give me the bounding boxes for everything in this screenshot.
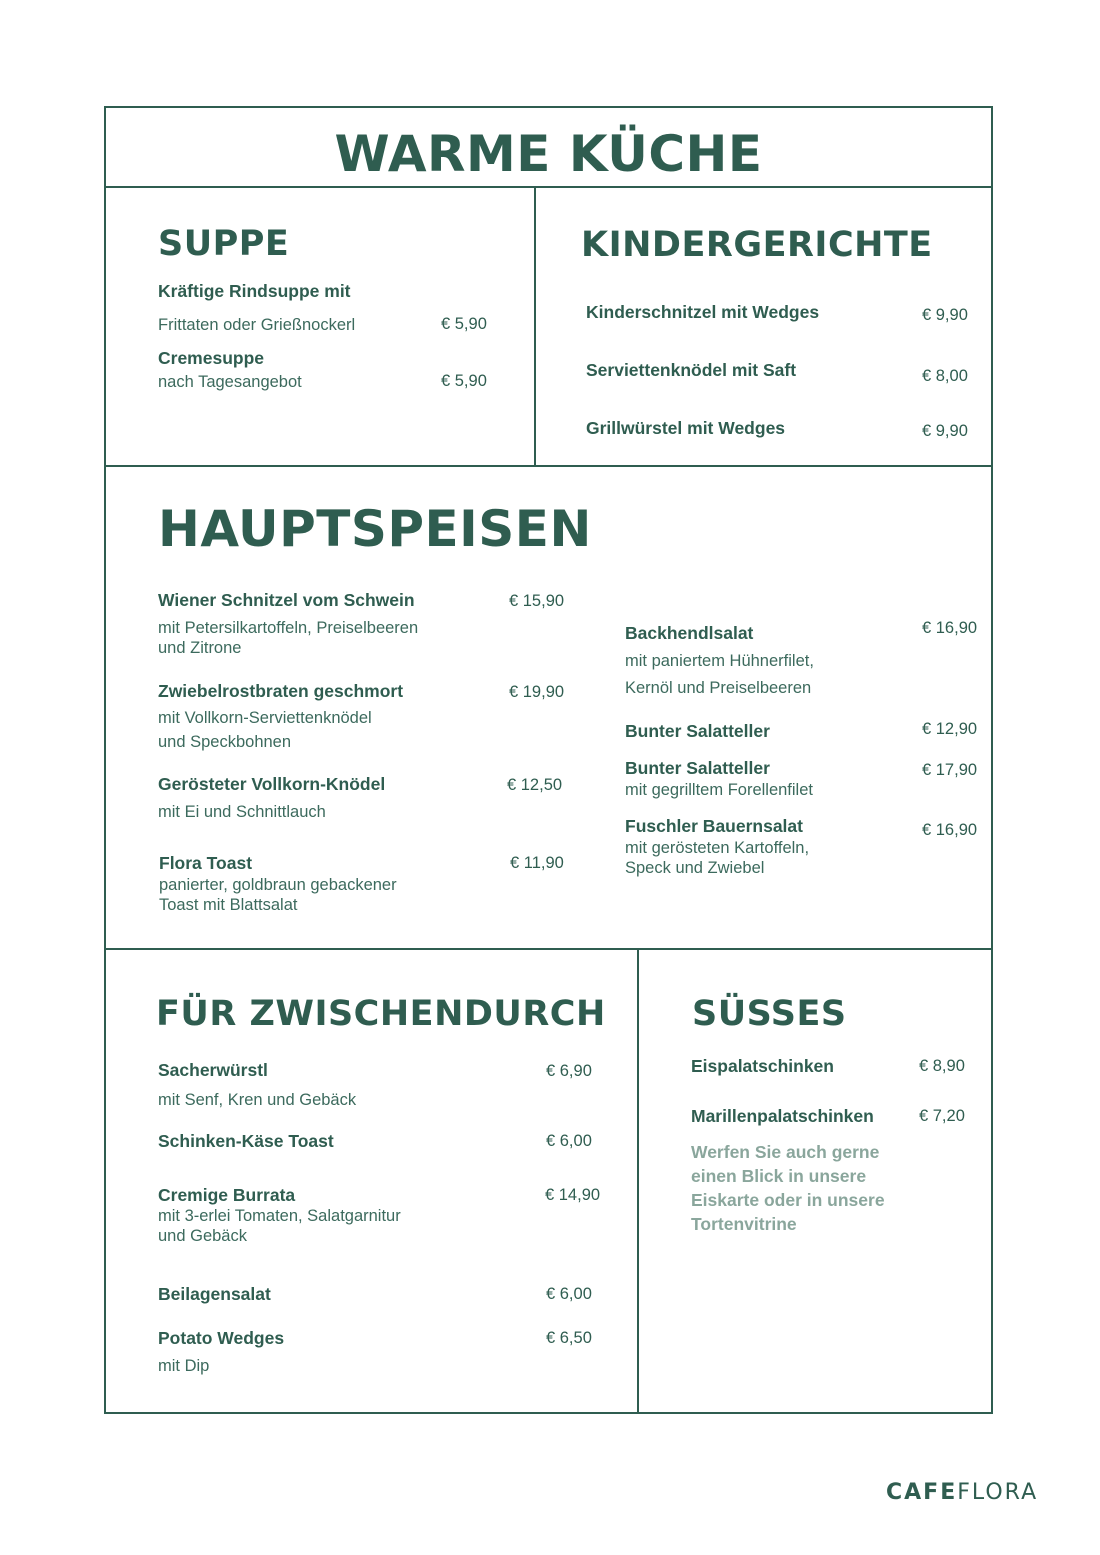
section-title-suppe: SUPPE <box>158 224 290 264</box>
menu-item-name: Potato Wedges <box>158 1328 285 1348</box>
menu-item-desc: und Gebäck <box>158 1227 247 1245</box>
menu-item-desc: Frittaten oder Grießnockerl <box>158 316 356 334</box>
menu-item-price: € 17,90 <box>922 761 978 779</box>
divider-title <box>104 186 993 188</box>
menu-item-desc: mit paniertem Hühnerfilet, <box>625 652 814 670</box>
menu-item-name: Schinken-Käse Toast <box>158 1131 334 1151</box>
menu-item-price: € 5,90 <box>441 372 487 390</box>
menu-item-price: € 8,90 <box>919 1057 965 1075</box>
menu-item-name: Flora Toast <box>159 853 253 873</box>
menu-item-name: Serviettenknödel mit Saft <box>586 360 797 380</box>
menu-item-name: Gerösteter Vollkorn-Knödel <box>158 774 386 794</box>
menu-item-price: € 5,90 <box>441 315 487 333</box>
menu-item-price: € 6,00 <box>546 1285 592 1303</box>
menu-item-desc: und Zitrone <box>158 639 242 657</box>
menu-item-desc: mit gegrilltem Forellenfilet <box>625 781 813 799</box>
menu-item-desc: panierter, goldbraun gebackener <box>159 876 397 894</box>
menu-item-name: Backhendlsalat <box>625 623 754 643</box>
section-title-zwischendurch: FÜR ZWISCHENDURCH <box>156 994 606 1034</box>
menu-item-price: € 14,90 <box>545 1186 601 1204</box>
menu-item-name: Grillwürstel mit Wedges <box>586 418 786 438</box>
divider-suppe-kinder <box>534 186 536 466</box>
menu-item-desc: mit Petersilkartoffeln, Preiselbeeren <box>158 619 419 637</box>
suesses-note-line: Eiskarte oder in unsere <box>691 1190 885 1210</box>
menu-item-name: Fuschler Bauernsalat <box>625 816 803 836</box>
suesses-note-line: Werfen Sie auch gerne <box>691 1142 880 1162</box>
menu-item-name: Cremesuppe <box>158 348 265 368</box>
menu-item-price: € 12,90 <box>922 720 978 738</box>
section-title-kindergerichte: KINDERGERICHTE <box>581 225 933 265</box>
menu-item-name: Wiener Schnitzel vom Schwein <box>158 590 415 610</box>
divider-top-section <box>104 465 993 467</box>
menu-item-name: Kinderschnitzel mit Wedges <box>586 302 820 322</box>
menu-item-name: Bunter Salatteller <box>625 758 770 778</box>
menu-item-name: Kräftige Rindsuppe mit <box>158 281 351 301</box>
section-title-suesses: SÜSSES <box>692 994 847 1034</box>
menu-item-price: € 6,50 <box>546 1329 592 1347</box>
section-title-hauptspeisen: HAUPTSPEISEN <box>158 500 592 558</box>
menu-item-desc: Toast mit Blattsalat <box>159 896 298 914</box>
menu-item-name: Eispalatschinken <box>691 1056 834 1076</box>
menu-item-desc: mit Vollkorn-Serviettenknödel <box>158 709 372 727</box>
cafe-flora-logo <box>886 1480 1038 1505</box>
menu-item-desc: mit Dip <box>158 1357 210 1375</box>
menu-item-desc: mit Senf, Kren und Gebäck <box>158 1091 357 1109</box>
logo-part-cafe: CAFE <box>886 1480 958 1505</box>
menu-item-price: € 15,90 <box>509 592 565 610</box>
menu-item-price: € 16,90 <box>922 619 978 637</box>
menu-item-desc: nach Tagesangebot <box>158 373 302 391</box>
menu-item-desc: und Speckbohnen <box>158 733 292 751</box>
menu-item-name: Zwiebelrostbraten geschmort <box>158 681 404 701</box>
menu-item-price: € 19,90 <box>509 683 565 701</box>
menu-item-price: € 12,50 <box>507 776 563 794</box>
menu-item-desc: mit gerösteten Kartoffeln, <box>625 839 810 857</box>
suesses-note-line: einen Blick in unsere <box>691 1166 867 1186</box>
menu-item-price: € 11,90 <box>510 854 564 872</box>
menu-item-price: € 8,00 <box>922 367 968 385</box>
divider-main-section <box>104 948 993 950</box>
menu-item-name: Beilagensalat <box>158 1284 271 1304</box>
menu-item-price: € 9,90 <box>922 422 968 440</box>
menu-item-name: Sacherwürstl <box>158 1060 268 1080</box>
logo-part-flora: FLORA <box>957 1480 1039 1505</box>
menu-item-price: € 9,90 <box>922 306 968 324</box>
menu-item-desc: Kernöl und Preiselbeeren <box>625 679 812 697</box>
menu-item-desc: Speck und Zwiebel <box>625 859 765 877</box>
divider-zwischen-suesses <box>637 948 639 1414</box>
menu-item-price: € 7,20 <box>919 1107 965 1125</box>
menu-item-price: € 6,00 <box>546 1132 592 1150</box>
menu-item-desc: mit 3-erlei Tomaten, Salatgarnitur <box>158 1207 401 1225</box>
menu-item-name: Cremige Burrata <box>158 1185 296 1205</box>
menu-item-desc: mit Ei und Schnittlauch <box>158 803 326 821</box>
page-title: WARME KÜCHE <box>334 125 763 183</box>
menu-item-price: € 16,90 <box>922 821 978 839</box>
suesses-note-line: Tortenvitrine <box>691 1214 797 1234</box>
menu-item-name: Marillenpalatschinken <box>691 1106 874 1126</box>
menu-item-name: Bunter Salatteller <box>625 721 770 741</box>
menu-item-price: € 6,90 <box>546 1062 592 1080</box>
